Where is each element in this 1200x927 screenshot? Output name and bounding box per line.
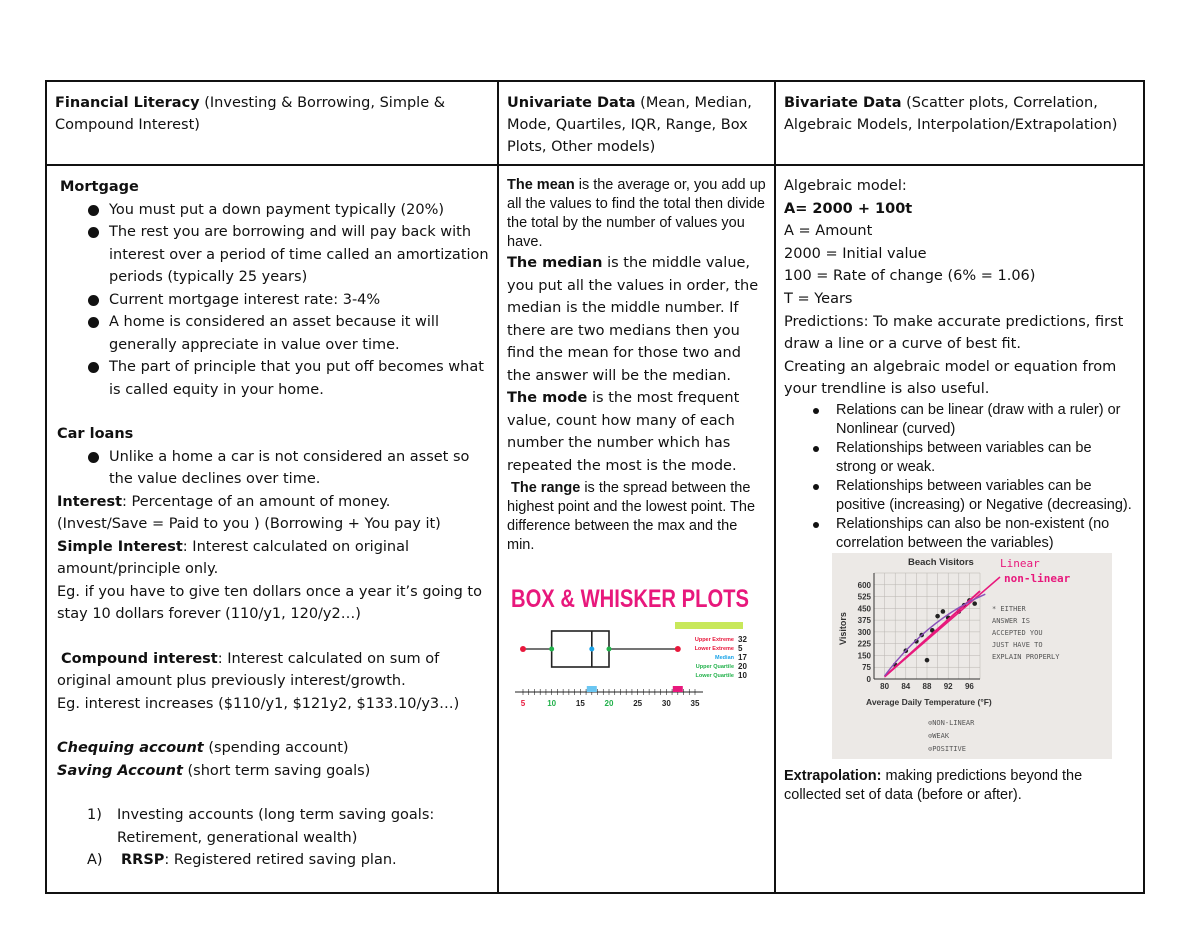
x-tick-label: 80: [880, 681, 890, 691]
list-number: 1): [87, 807, 102, 823]
axis-tick-label: 25: [633, 699, 643, 708]
handwritten-line: * EITHER: [992, 604, 1026, 613]
investing-accounts-item: [57, 804, 489, 849]
column-bivariate-data: [776, 82, 1143, 892]
upper-quartile-dot: [607, 647, 612, 652]
rrsp-label: RRSP: [121, 852, 165, 868]
notes-table: [45, 80, 1145, 894]
axis-tick-label: 5: [520, 699, 526, 708]
handwritten-list-item: ⊙WEAK: [928, 731, 950, 740]
mean-label: The mean: [507, 177, 575, 193]
axis-tick-label: 10: [547, 699, 557, 708]
legend-value: 17: [738, 653, 747, 662]
x-tick-label: 96: [964, 681, 974, 691]
scatter-point: [941, 609, 946, 614]
interest-label: Interest: [57, 493, 123, 510]
interest-text: : Percentage of an amount of money.: [122, 493, 391, 510]
upper-extreme-dot: [675, 646, 681, 652]
investing-accounts-text: Investing accounts (long term saving goals: Retirement, generational wealth): [117, 807, 435, 846]
box-whisker-plot-image: [507, 575, 765, 715]
bivariate-body: [776, 166, 1143, 805]
scatter-xlabel: Average Daily Temperature (°F): [866, 696, 992, 707]
mean-text: is the average or, you add up all the values to find the total then divide the total by the number of values you have.: [507, 177, 766, 250]
boxplot-chart: [520, 631, 681, 667]
header-title: Bivariate Data: [784, 95, 902, 111]
scatter-title: Beach Visitors: [908, 556, 974, 568]
model-line: 2000 = Initial value: [784, 245, 927, 262]
compound-interest-definition: [57, 648, 489, 693]
legend-label: Median: [715, 655, 734, 661]
compound-interest-example: Eg. interest increases ($110/y1, $121y2, $133.10/y3…): [57, 695, 460, 712]
model-line: 100 = Rate of change (6% = 1.06): [784, 268, 1036, 285]
x-tick-label: 88: [922, 681, 932, 691]
compound-interest-text: : Interest calculated on sum of original amount plus previously interest/growth.: [57, 650, 440, 689]
legend-value: 10: [738, 671, 747, 680]
interest-note: (Invest/Save = Paid to you ) (Borrowing + You pay it): [57, 516, 441, 532]
relationship-bullet: Relationships can also be non-existent (no correlation between the variables): [784, 515, 1135, 553]
scatter-point: [935, 614, 940, 619]
handwritten-line: ACCEPTED YOU: [992, 628, 1043, 637]
scatter-ylabel: Visitors: [838, 612, 848, 645]
axis-tick-label: 30: [661, 699, 671, 708]
axis-tick-label: 15: [575, 699, 585, 708]
legend-value: 32: [738, 635, 747, 644]
boxplot-axis: [515, 686, 703, 708]
y-tick-label: 375: [857, 616, 871, 626]
y-tick-label: 0: [866, 674, 871, 684]
header-title: Financial Literacy: [55, 95, 200, 111]
mortgage-item: The part of principle that you put off becomes what is called equity in your home.: [82, 356, 489, 401]
range-definition: [507, 479, 766, 555]
range-label: The range: [511, 480, 581, 496]
y-tick-label: 525: [857, 592, 871, 602]
handwritten-line: ANSWER IS: [992, 616, 1030, 625]
y-tick-label: 75: [862, 663, 871, 673]
handwritten-line: EXPLAIN PROPERLY: [992, 652, 1060, 661]
mortgage-item: A home is considered an asset because it will generally appreciate in value over time.: [82, 311, 489, 356]
saving-text: (short term saving goals): [182, 762, 371, 779]
column-univariate-data: [499, 82, 776, 892]
nonlinear-note: non-linear: [1004, 571, 1071, 585]
model-equation: A= 2000 + 100t: [784, 200, 913, 217]
y-tick-label: 600: [857, 580, 871, 590]
max-marker: [673, 686, 683, 692]
mortgage-item: You must put a down payment typically (20%): [82, 199, 489, 222]
header-financial-literacy: [47, 82, 497, 166]
legend-label: Upper Extreme: [694, 637, 734, 643]
chequing-account: [57, 737, 489, 760]
saving-account: [57, 760, 489, 783]
simple-interest-label: Simple Interest: [57, 538, 183, 555]
median-definition: [507, 252, 766, 387]
legend-label: Lower Extreme: [694, 646, 734, 652]
y-tick-label: 450: [857, 604, 871, 614]
legend-value: 5: [738, 644, 743, 653]
simple-interest-example: Eg. if you have to give ten dollars once a year it’s going to stay 10 dollars forever (110/y1, 120/y2…): [57, 583, 482, 622]
range-text: is the spread between the highest point and the lowest point. The difference between the max and the min.: [507, 480, 756, 553]
chequing-text: (spending account): [203, 740, 349, 756]
mode-label: The mode: [507, 390, 588, 406]
mean-definition: [507, 176, 766, 252]
rrsp-item: [57, 849, 489, 872]
header-subtitle: (Mean, Median, Mode, Quartiles, IQR, Range, Box Plots, Other models): [507, 95, 752, 155]
y-tick-label: 150: [857, 651, 871, 661]
univariate-body: [499, 166, 774, 715]
linear-note: Linear: [1000, 556, 1040, 570]
saving-label: Saving Account: [57, 762, 183, 779]
predictions-text: Predictions: To make accurate predictions, first draw a line or a curve of best fit.: [784, 313, 1124, 353]
handwritten-list-item: ⊙POSITIVE: [928, 744, 966, 753]
boxplot-title: BOX & WHISKER PLOTS: [511, 585, 749, 613]
mortgage-item: Current mortgage interest rate: 3-4%: [82, 289, 489, 312]
header-subtitle: (Investing & Borrowing, Simple & Compound Interest): [55, 95, 446, 133]
lower-quartile-dot: [549, 647, 554, 652]
median-label: The median: [507, 255, 603, 271]
legend-value: 20: [738, 662, 747, 671]
lower-extreme-dot: [520, 646, 526, 652]
handwritten-list-item: ⊙NON-LINEAR: [928, 718, 975, 727]
car-loans-title: Car loans: [57, 426, 134, 442]
median-marker: [587, 686, 597, 692]
box: [552, 631, 609, 667]
handwritten-line: JUST HAVE TO: [992, 640, 1043, 649]
model-title: Algebraic model:: [784, 178, 907, 194]
mode-definition: [507, 387, 766, 477]
model-line: A = Amount: [784, 223, 873, 240]
extrapolation-definition: making predictions beyond the collected set of data (before or after).: [784, 767, 1083, 803]
median-text: is the middle value, you put all the values in order, the median is the middle number. If there are two medians then you find the mean for those two and the answer will be the median.: [507, 255, 759, 384]
y-tick-label: 300: [857, 627, 871, 637]
axis-tick-label: 20: [604, 699, 614, 708]
y-tick-label: 225: [857, 639, 871, 649]
boxplot-legend: [675, 622, 747, 680]
header-title: Univariate Data: [507, 95, 636, 111]
rrsp-text: : Registered retired saving plan.: [164, 852, 397, 868]
mortgage-item: The rest you are borrowing and will pay back with interest over a period of time called an amortization periods (typically 25 years): [82, 221, 489, 289]
header-univariate-data: [499, 82, 774, 166]
model-line: T = Years: [784, 290, 853, 307]
legend-label: Lower Quartile: [695, 673, 734, 679]
extrapolation-label: Extrapolation:: [784, 767, 882, 784]
relationship-bullet: Relations can be linear (draw with a ruler) or Nonlinear (curved): [784, 401, 1135, 439]
car-loans-item: Unlike a home a car is not considered an asset so the value declines over time.: [82, 446, 489, 491]
header-subtitle: (Scatter plots, Correlation, Algebraic Models, Interpolation/Extrapolation): [784, 95, 1118, 133]
financial-literacy-body: [47, 166, 497, 872]
scatter-point: [972, 601, 977, 606]
list-letter: A): [87, 852, 103, 868]
axis-tick-label: 35: [690, 699, 700, 708]
relationship-bullet: Relationships between variables can be strong or weak.: [784, 439, 1135, 477]
mode-text: is the most frequent value, count how many of each number the number which has repeated the most is the mode.: [507, 390, 740, 474]
header-bivariate-data: [776, 82, 1143, 166]
creating-model-text: Creating an algebraic model or equation from your trendline is also useful.: [784, 358, 1117, 398]
median-dot: [589, 647, 594, 652]
extrapolation-text: [784, 767, 1135, 805]
chequing-label: Chequing account: [57, 740, 204, 756]
column-financial-literacy: [47, 82, 499, 892]
beach-visitors-scatter-image: [832, 553, 1112, 759]
mortgage-title: Mortgage: [60, 179, 139, 195]
legend-strip: [675, 622, 743, 629]
relationship-bullet: Relationships between variables can be positive (increasing) or Negative (decreasing).: [784, 477, 1135, 515]
legend-label: Upper Quartile: [695, 664, 734, 670]
compound-interest-label: Compound interest: [61, 650, 218, 667]
simple-interest-definition: [57, 536, 489, 581]
x-tick-label: 92: [943, 681, 953, 691]
interest-definition: [57, 491, 489, 514]
simple-interest-text: : Interest calculated on original amount/principle only.: [57, 538, 410, 577]
x-tick-label: 84: [901, 681, 911, 691]
scatter-point: [925, 658, 930, 663]
